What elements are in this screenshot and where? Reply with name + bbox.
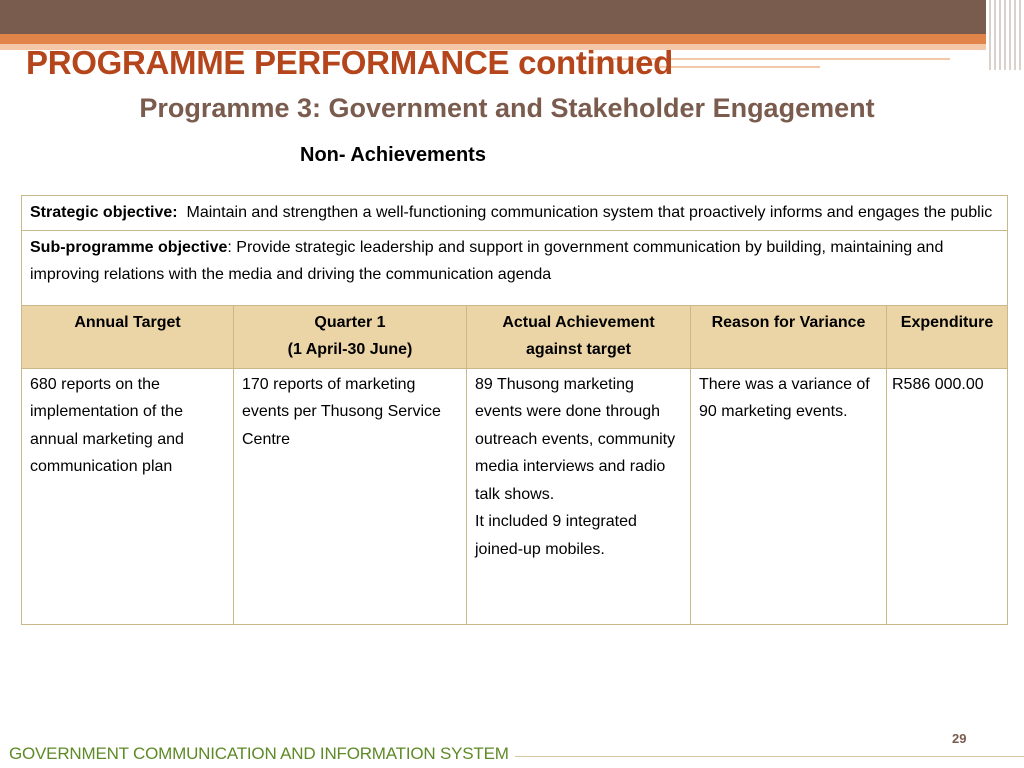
corner-stripes-decoration (986, 0, 1024, 70)
subprogramme-objective-label: Sub-programme objective (30, 238, 228, 256)
cell-actual-achievement (467, 368, 691, 624)
performance-table-container (21, 195, 1007, 625)
header-reason-for-variance: Reason for Variance (691, 305, 887, 368)
subprogramme-objective-text: : Provide strategic leadership and support in government communication by building, maintaining and improving relations with the media and driving the communication agenda (30, 238, 944, 283)
header-quarter-line2: (1 April-30 June) (287, 341, 413, 358)
header-actual-line1: Actual Achievement (502, 313, 655, 331)
top-decorative-band (0, 0, 1024, 34)
slide-subtitle: Programme 3: Government and Stakeholder Engagement (139, 93, 875, 123)
actual-paragraph-2: It included 9 integrated joined-up mobiles. (475, 513, 637, 558)
footer-divider-line (515, 756, 1024, 757)
cell-quarter-1: 170 reports of marketing events per Thusong Service Centre (234, 368, 467, 624)
accent-stripe (0, 34, 1024, 44)
cell-annual-target: 680 reports on the implementation of the annual marketing and communication plan (22, 368, 234, 624)
header-quarter-line1: Quarter 1 (314, 313, 386, 331)
subprogramme-objective-row (22, 230, 1008, 305)
slide-title: PROGRAMME PERFORMANCE continued (26, 44, 674, 81)
performance-table (21, 195, 1008, 625)
cell-expenditure: R586 000.00 (887, 368, 1008, 624)
table-row (22, 368, 1008, 624)
actual-paragraph-1: 89 Thusong marketing events were done through outreach events, community media interviews and radio talk shows. (475, 375, 676, 503)
section-heading: Non- Achievements (300, 144, 486, 166)
title-decorative-line-short (660, 66, 820, 68)
header-annual-target: Annual Target (22, 305, 234, 368)
table-header-row (22, 305, 1008, 368)
subprogramme-objective-cell (22, 230, 1008, 305)
header-actual-line2: against target (526, 341, 631, 358)
cell-reason-for-variance: There was a variance of 90 marketing events. (691, 368, 887, 624)
strategic-objective-cell (22, 196, 1008, 231)
strategic-objective-text: Maintain and strengthen a well-functioning communication system that proactively informs and engages the public (177, 204, 993, 221)
footer-organisation-name: GOVERNMENT COMMUNICATION AND INFORMATION SYSTEM (9, 744, 509, 763)
page-number: 29 (952, 731, 967, 746)
strategic-objective-label: Strategic objective: (30, 204, 178, 221)
header-quarter-1 (234, 305, 467, 368)
header-actual-achievement (467, 305, 691, 368)
strategic-objective-row (22, 196, 1008, 231)
header-expenditure: Expenditure (887, 305, 1008, 368)
